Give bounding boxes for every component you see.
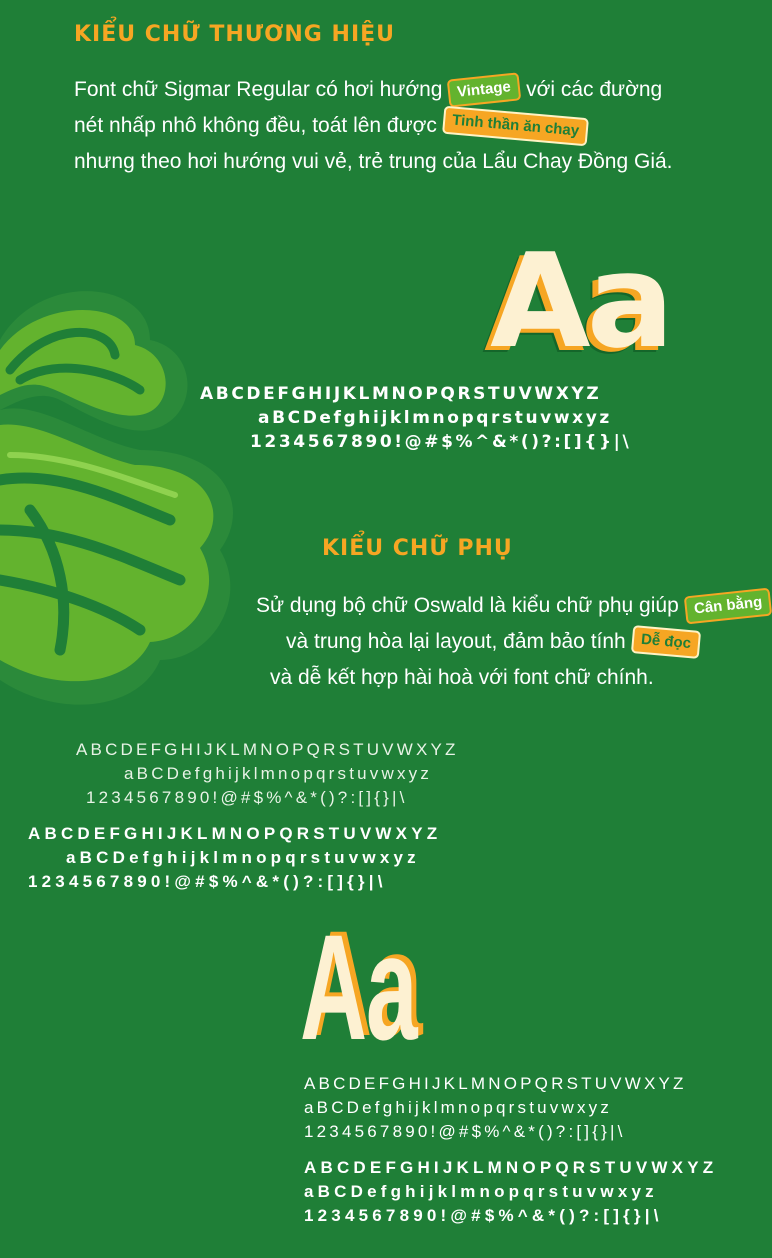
secondary-line-1-start: Sử dụng bộ chữ Oswald là kiểu chữ phụ giúp [256, 594, 679, 617]
sigmar-lowercase: aBCDefghijklmnopqrstuvwxyz [258, 408, 612, 428]
primary-line-1-start: Font chữ Sigmar Regular có hơi hướng [74, 78, 443, 101]
oswald-heavy-uppercase: ABCDEFGHIJKLMNOPQRSTUVWXYZ [304, 1158, 718, 1177]
primary-line-2-start: nét nhấp nhô không đều, toát lên được [74, 114, 437, 137]
oswald-aa-sample: Aa [300, 903, 417, 1071]
primary-line-3: nhưng theo hơi hướng vui vẻ, trẻ trung của Lẩu Chay Đồng Giá. [74, 150, 673, 173]
secondary-line-3: và dễ kết hợp hài hoà với font chữ chính. [270, 666, 654, 689]
oswald-regular-lowercase: aBCDefghijklmnopqrstuvwxyz [304, 1098, 613, 1117]
oswald-heavy-lowercase: aBCDefghijklmnopqrstuvwxyz [304, 1182, 658, 1201]
secondary-line-2-start: và trung hòa lại layout, đảm bảo tính [286, 630, 626, 653]
oswald-light-symbols: 1234567890!@#$%^&*()?:[]{}|\ [86, 788, 408, 807]
oswald-bold-symbols: 1234567890!@#$%^&*()?:[]{}|\ [28, 872, 387, 891]
secondary-line-2 [286, 624, 700, 660]
oswald-regular-uppercase: ABCDEFGHIJKLMNOPQRSTUVWXYZ [304, 1074, 687, 1093]
sigmar-uppercase: ABCDEFGHIJKLMNOPQRSTUVWXYZ [200, 384, 602, 404]
secondary-heading: KIỂU CHỮ PHỤ [322, 536, 513, 561]
oswald-light-uppercase: ABCDEFGHIJKLMNOPQRSTUVWXYZ [76, 740, 459, 759]
primary-line-2 [74, 108, 588, 144]
oswald-light-lowercase: aBCDefghijklmnopqrstuvwxyz [124, 764, 433, 783]
balance-tag: Cân bằng [683, 588, 772, 625]
primary-line-1-end: với các đường [526, 78, 663, 101]
sigmar-symbols: 1234567890!@#$%^&*()?:[]{}|\ [250, 432, 632, 452]
oswald-regular-symbols: 1234567890!@#$%^&*()?:[]{}|\ [304, 1122, 626, 1141]
vintage-tag: Vintage [447, 73, 521, 108]
leaf-illustration [0, 280, 260, 720]
sigmar-aa-sample: Aa [490, 225, 671, 377]
oswald-heavy-symbols: 1234567890!@#$%^&*()?:[]{}|\ [304, 1206, 663, 1225]
oswald-bold-uppercase: ABCDEFGHIJKLMNOPQRSTUVWXYZ [28, 824, 442, 843]
oswald-bold-lowercase: aBCDefghijklmnopqrstuvwxyz [66, 848, 420, 867]
primary-heading: KIỂU CHỮ THƯƠNG HIỆU [74, 22, 396, 47]
secondary-line-1 [256, 588, 771, 624]
readable-tag: Dễ đọc [630, 626, 700, 660]
vegetarian-spirit-tag: Tinh thần ăn chay [442, 106, 589, 147]
primary-line-1 [74, 72, 662, 108]
